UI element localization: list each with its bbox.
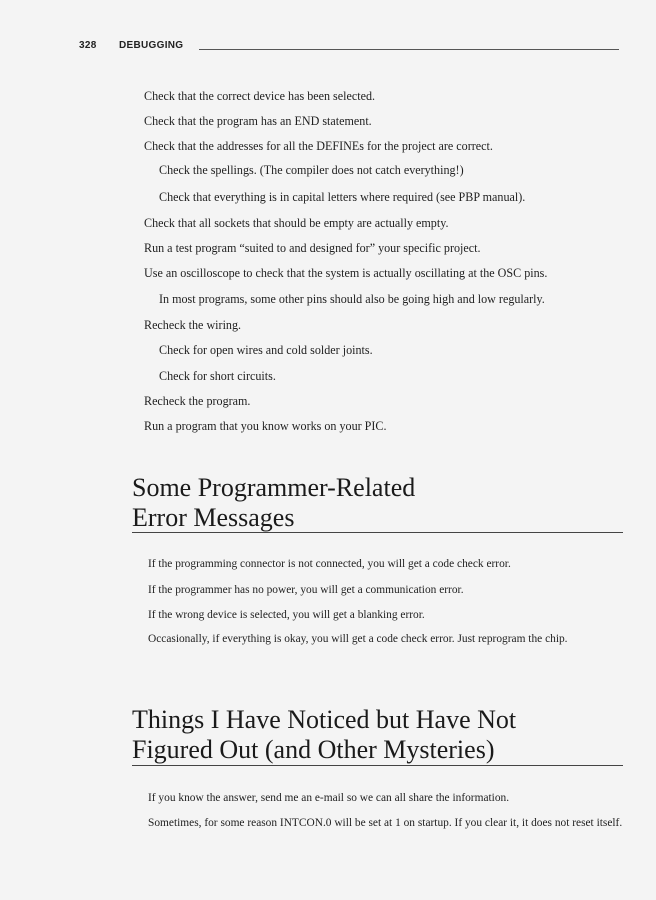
checklist-item: Check that all sockets that should be empty are actually empty. (144, 216, 449, 230)
checklist-item: Check for short circuits. (159, 369, 276, 383)
checklist-item: Check that the program has an END statement. (144, 114, 372, 128)
page-header (79, 40, 619, 56)
checklist-item: Check that everything is in capital letters where required (see PBP manual). (159, 190, 526, 204)
checklist-item: In most programs, some other pins should also be going high and low regularly. (159, 292, 545, 306)
checklist-item: Run a test program “suited to and designed for” your specific project. (144, 241, 481, 255)
section-rule (132, 532, 623, 533)
checklist-item: Recheck the program. (144, 394, 251, 408)
page-number: 328 (79, 40, 97, 51)
section-rule (132, 765, 623, 766)
body-paragraph: If you know the answer, send me an e-mail so we can all share the information. (148, 792, 510, 804)
body-paragraph: Sometimes, for some reason INTCON.0 will be set at 1 on startup. If you clear it, it does not reset itself. (148, 817, 623, 829)
section-heading-line: Figured Out (and Other Mysteries) (132, 735, 495, 764)
body-paragraph: Occasionally, if everything is okay, you will get a code check error. Just reprogram the chip. (148, 633, 568, 645)
checklist-item: Run a program that you know works on your PIC. (144, 419, 387, 433)
checklist-item: Recheck the wiring. (144, 318, 242, 332)
body-paragraph: If the programming connector is not connected, you will get a code check error. (148, 558, 511, 570)
checklist-item: Check that the correct device has been selected. (144, 89, 376, 103)
body-paragraph: If the wrong device is selected, you will get a blanking error. (148, 609, 425, 621)
header-rule (199, 49, 619, 50)
section-heading-line: Some Programmer-Related (132, 473, 416, 502)
checklist-item: Check the spellings. (The compiler does not catch everything!) (159, 163, 464, 177)
section-heading-line: Things I Have Noticed but Have Not (132, 705, 517, 734)
section-heading-line: Error Messages (132, 503, 295, 532)
body-paragraph: If the programmer has no power, you will get a communication error. (148, 584, 464, 596)
checklist-item: Check that the addresses for all the DEFINEs for the project are correct. (144, 139, 493, 153)
running-head: DEBUGGING (119, 40, 184, 51)
checklist-item: Check for open wires and cold solder joints. (159, 343, 373, 357)
checklist-item: Use an oscilloscope to check that the system is actually oscillating at the OSC pins. (144, 266, 548, 280)
